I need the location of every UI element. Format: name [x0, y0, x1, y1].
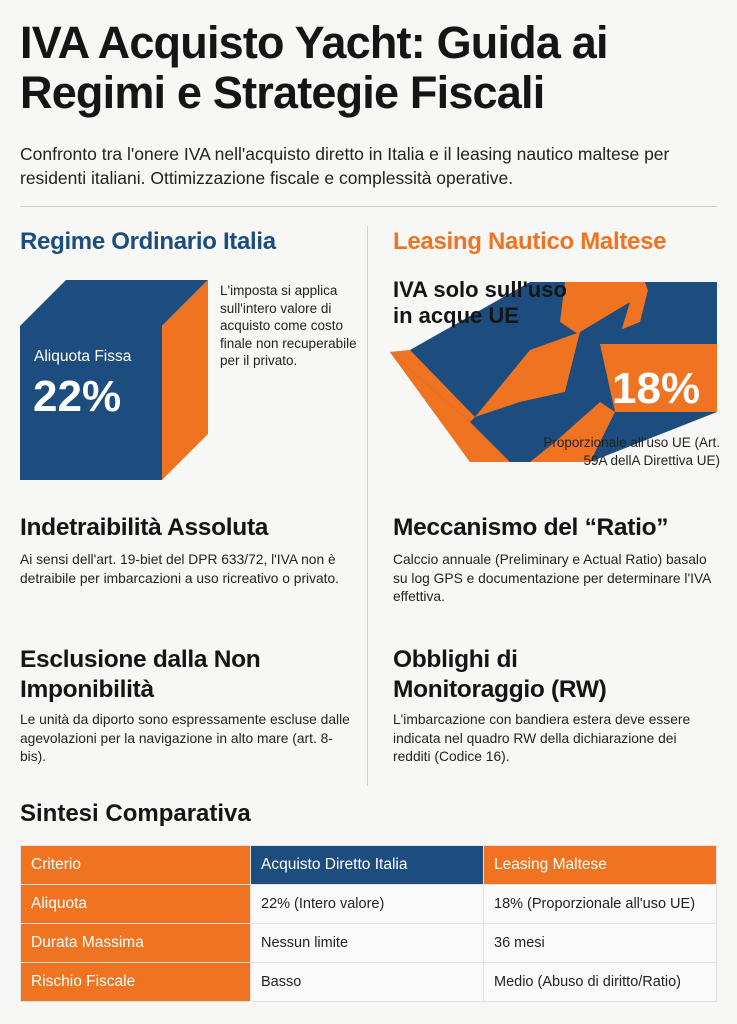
top-divider — [20, 206, 717, 207]
cube-description: L'imposta si applica sull'intero valore di acquisto come costo finale non recuperabile per il privato. — [220, 283, 357, 368]
page-title: IVA Acquisto Yacht: Guida ai Regimi e Strategie Fiscali — [20, 17, 608, 118]
page-subtitle: Confronto tra l'onere IVA nell'acquisto diretto in Italia e il leasing nautico maltese per residenti italiani. Ottimizzazione fiscale e complessità operative. — [20, 144, 670, 188]
left-section-1-body: Ai sensi dell'art. 19-biet del DPR 633/72, l'IVA non è detraibile per imbarcazioni a uso ricreativo o privato. — [20, 552, 340, 586]
left-section-2-body: Le unità da diporto sono espressamente escluse dalle agevolazioni per la navigazione in alto mare (art. 8-bis). — [20, 712, 350, 764]
right-section-2-title: Obblighi di Monitoraggio (RW) — [393, 646, 607, 703]
summary-title: Sintesi Comparativa — [20, 800, 251, 827]
header-acquisto-diretto: Acquisto Diretto Italia — [251, 846, 484, 885]
right-section-2-body: L'imbarcazione con bandiera estera deve essere indicata nel quadro RW della dichiarazione dei redditi (Codice 16). — [393, 712, 691, 764]
row-criterion: Aliquota — [21, 885, 251, 924]
right-section-1-title: Meccanismo del “Ratio” — [393, 514, 669, 541]
iva-note: Proporzionale all'uso UE (Art. 59A dellA Direttiva UE) — [543, 435, 720, 468]
iva-value: 18% — [612, 364, 701, 413]
row-criterion: Rischio Fiscale — [21, 963, 251, 1002]
right-section-1-body: Calccio annuale (Preliminary e Actual Ratio) basalo su log GPS e documentazione per determinare l'IVA effettiva. — [393, 552, 711, 604]
column-divider — [367, 226, 368, 786]
summary-table — [20, 845, 717, 1002]
header-criterio: Criterio — [21, 846, 251, 885]
right-column-heading: Leasing Nautico Maltese — [393, 228, 667, 255]
table-row — [21, 963, 717, 1002]
left-section-1-title: Indetraibilità Assoluta — [20, 514, 269, 541]
row-malta-value: 36 mesi — [484, 924, 717, 963]
left-column-heading: Regime Ordinario Italia — [20, 228, 276, 255]
cube-value: 22% — [33, 372, 122, 421]
row-criterion: Durata Massima — [21, 924, 251, 963]
row-italia-value: 22% (Intero valore) — [251, 885, 484, 924]
row-malta-value: Medio (Abuso di diritto/Ratio) — [484, 963, 717, 1002]
iva-label: IVA solo sull'uso in acque UE — [393, 277, 567, 328]
row-malta-value: 18% (Proporzionale all'uso UE) — [484, 885, 717, 924]
table-row — [21, 885, 717, 924]
cube-label: Aliquota Fissa — [34, 348, 132, 365]
header-leasing-maltese: Leasing Maltese — [484, 846, 717, 885]
left-section-2-title: Esclusione dalla Non Imponibilità — [20, 646, 261, 703]
table-row — [21, 924, 717, 963]
row-italia-value: Nessun limite — [251, 924, 484, 963]
table-header-row — [21, 846, 717, 885]
row-italia-value: Basso — [251, 963, 484, 1002]
